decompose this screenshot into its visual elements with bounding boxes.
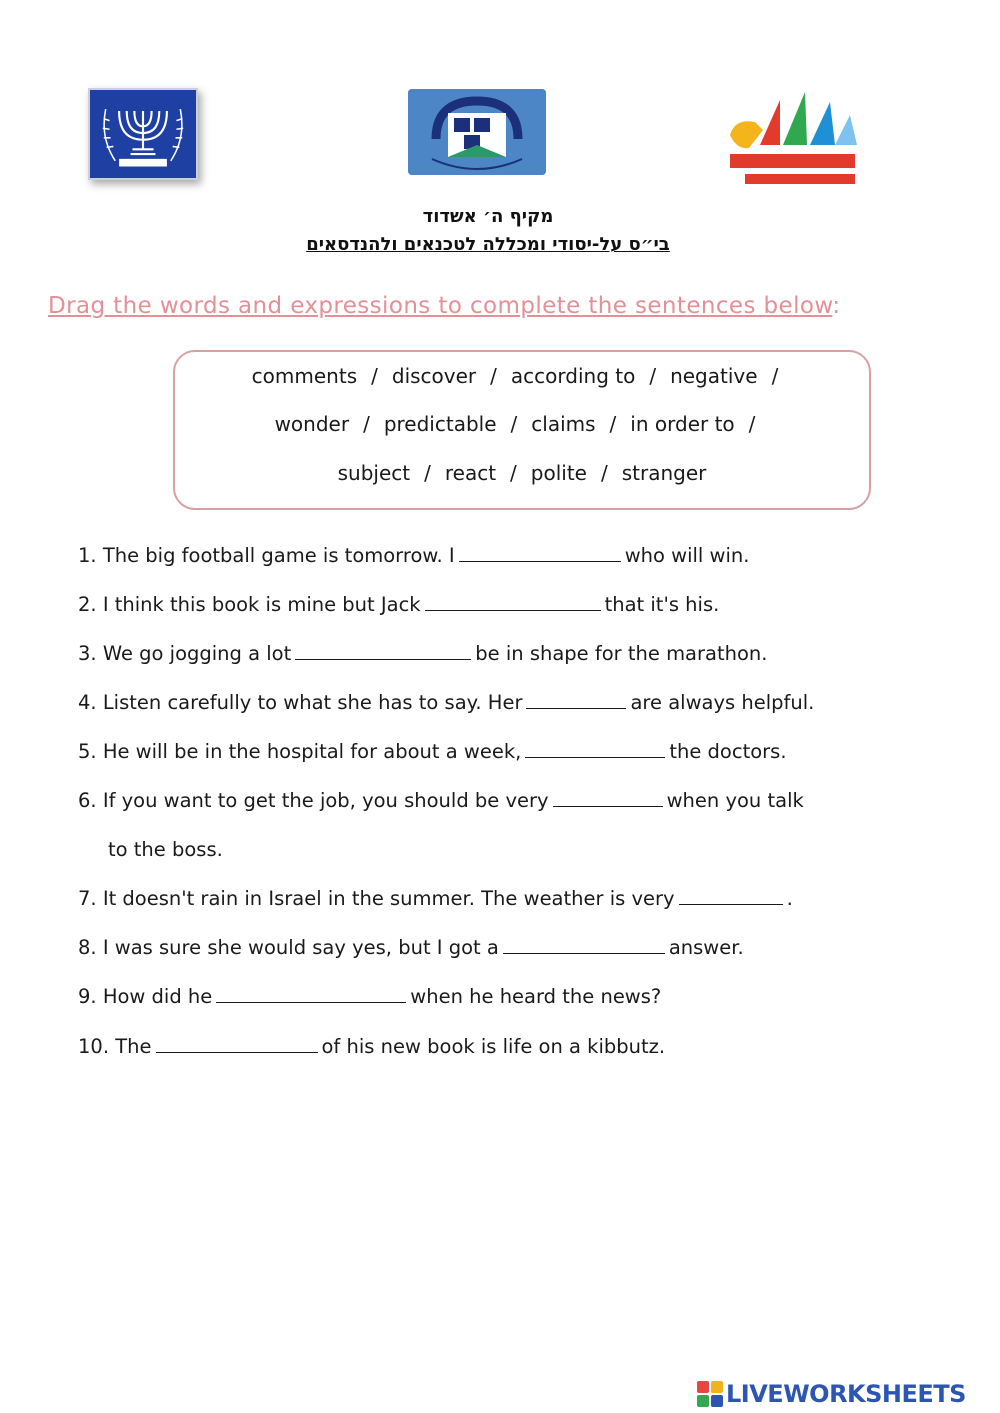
sentence-number: 1. [78,544,97,567]
word-separator: / [424,461,431,485]
word-separator: / [771,364,779,388]
sentence-text-before: We go jogging a lot [102,642,292,665]
sentence-text-after: answer. [668,936,744,959]
sentence-text-before: The [115,1035,152,1058]
word-chip[interactable]: according to [510,364,636,388]
liveworksheets-brand [697,1378,966,1410]
instruction-heading [48,293,840,319]
instruction-colon: : [832,293,841,319]
answer-blank[interactable] [553,790,663,807]
sentence-text-after: when he heard the news? [410,985,662,1008]
sentence-item [78,1035,665,1058]
answer-blank[interactable] [216,986,406,1003]
sentence-text-after: are always helpful. [630,691,815,714]
sentence-number: 3. [78,642,97,665]
word-chip[interactable]: wonder [274,412,350,436]
word-chip[interactable]: discover [391,364,477,388]
sentence-item [78,789,804,812]
word-bank-row [175,412,869,436]
word-bank-row [175,461,869,485]
sentence-text-after: who will win. [624,544,750,567]
sentence-item [78,691,814,714]
sentence-text-before: If you want to get the job, you should be very [102,789,549,812]
sentence-number: 9. [78,985,97,1008]
sentence-text-after: of his new book is life on a kibbutz. [321,1035,666,1058]
school-subtitle: בי״ס על-יסודי ומכללה לטכנאים ולהנדסאים [306,234,670,255]
sentence-item [78,985,661,1008]
sentence-number: 6. [78,789,97,812]
sentence-text-after: when you talk [666,789,804,812]
sentence-number: 4. [78,691,97,714]
sentence-text-before: I was sure she would say yes, but I got a [102,936,499,959]
sentence-text-before: He will be in the hospital for about a week, [102,740,522,763]
sentence-item [78,887,793,910]
answer-blank[interactable] [425,594,601,611]
sentence-number: 7. [78,887,97,910]
sentence-number: 5. [78,740,97,763]
sentence-text-after: . [786,887,793,910]
word-separator: / [363,412,370,436]
word-separator: / [371,364,378,388]
word-chip[interactable]: comments [251,364,358,388]
sentence-item [78,593,719,616]
sentence-text-before: The big football game is tomorrow. I [102,544,455,567]
answer-blank[interactable] [526,692,626,709]
sentence-continuation: to the boss. [108,838,223,861]
menorah-icon [90,90,196,178]
sentence-text-after: the doctors. [669,740,787,763]
state-emblem-logo [88,88,198,180]
sentence-text-before: It doesn't rain in Israel in the summer. The weather is very [102,887,675,910]
word-separator: / [601,461,608,485]
word-chip[interactable]: react [444,461,497,485]
sentence-item [78,740,787,763]
word-chip[interactable]: stranger [621,461,707,485]
sentence-text-before: How did he [102,985,213,1008]
ashdod-city-logo [725,90,860,190]
sentence-number: 10. [78,1035,110,1058]
word-chip[interactable]: predictable [383,412,497,436]
word-separator: / [510,412,518,436]
word-bank [173,350,871,510]
answer-blank[interactable] [679,888,783,905]
word-chip[interactable]: polite [530,461,587,485]
word-chip[interactable]: in order to [630,412,735,436]
sentence-text-before: I think this book is mine but Jack [102,593,421,616]
sentence-text-after: be in shape for the marathon. [475,642,768,665]
word-separator: / [490,364,497,388]
word-bank-row [175,364,869,388]
answer-blank[interactable] [525,741,665,758]
sentence-text-after: that it's his. [604,593,720,616]
sentence-number: 2. [78,593,97,616]
answer-blank[interactable] [156,1036,318,1053]
answer-blank[interactable] [503,937,665,954]
liveworksheets-logo-icon [697,1381,723,1407]
word-separator: / [649,364,657,388]
school-name: מקיף ה׳ אשדוד [422,206,554,227]
school-emblem-icon [408,89,546,175]
answer-blank[interactable] [459,545,621,562]
word-separator: / [609,412,617,436]
word-separator: / [748,412,756,436]
sentence-item [78,544,749,567]
answer-blank[interactable] [295,643,471,660]
word-chip[interactable]: subject [337,461,411,485]
sentence-number: 8. [78,936,97,959]
school-logo [408,89,546,175]
sentence-item [78,936,744,959]
word-separator: / [510,461,517,485]
sentence-text-before: Listen carefully to what she has to say. Her [102,691,523,714]
word-chip[interactable]: negative [670,364,758,388]
instruction-text: Drag the words and expressions to complete the sentences below [48,293,833,319]
ashdod-logo-icon [725,90,860,190]
liveworksheets-wordmark: LIVEWORKSHEETS [726,1380,966,1408]
word-chip[interactable]: claims [531,412,596,436]
sentence-item [78,642,767,665]
